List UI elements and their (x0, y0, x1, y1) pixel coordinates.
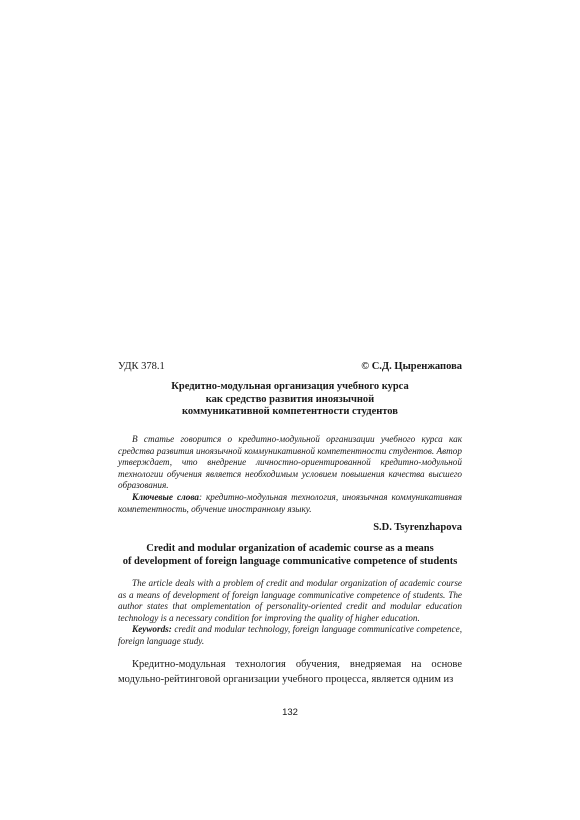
keywords-ru-text: : кредитно-модульная технология, иноязычная коммуникативная компетентность, обучение иностранному языку. (118, 492, 462, 514)
keywords-en-text: credit and modular technology, foreign language communicative competence, foreign language study. (118, 624, 462, 646)
title-ru-line: Кредитно-модульная организация учебного курса (171, 381, 409, 392)
keywords-en-label: Keywords: (132, 624, 172, 634)
author-ru: © С.Д. Цыренжапова (361, 361, 462, 372)
keywords-ru (118, 492, 462, 515)
title-en (118, 543, 462, 568)
udc-code: УДК 378.1 (118, 361, 165, 372)
title-ru-line: как средство развития иноязычной (205, 393, 375, 405)
author-en: S.D. Tsyrenzhapova (373, 522, 462, 533)
abstract-ru: В статье говорится о кредитно-модульной организации учебного курса как средства развития иноязычной коммуникативной компетентности студентов. Автор утверждает, что внедрение личностно-ориентированной кредитно-модульной технологии обучения является необходимым условием повышения качества высшего образования. (118, 434, 462, 491)
title-en-line: Credit and modular organization of academic course as a means (146, 543, 434, 554)
keywords-en (118, 624, 462, 647)
page-number: 132 (282, 707, 298, 718)
body-paragraph: Кредитно-модульная технология обучения, внедряемая на основе модульно-рейтинговой организации учебного процесса, является одним из (118, 659, 462, 685)
title-ru-line: коммуникативной компетентности студентов (182, 406, 398, 418)
title-ru (118, 381, 462, 419)
title-en-line: of development of foreign language communicative competence of students (122, 555, 458, 567)
abstract-en: The article deals with a problem of credit and modular organization of academic course as a means of development of foreign language communicative competence of students. The author states that omplementation of personality-oriented credit and modular education technology is a necessary condition for improving the quality of higher education. (118, 578, 462, 623)
keywords-ru-label: Ключевые слова (132, 492, 199, 502)
header-row (118, 361, 462, 377)
